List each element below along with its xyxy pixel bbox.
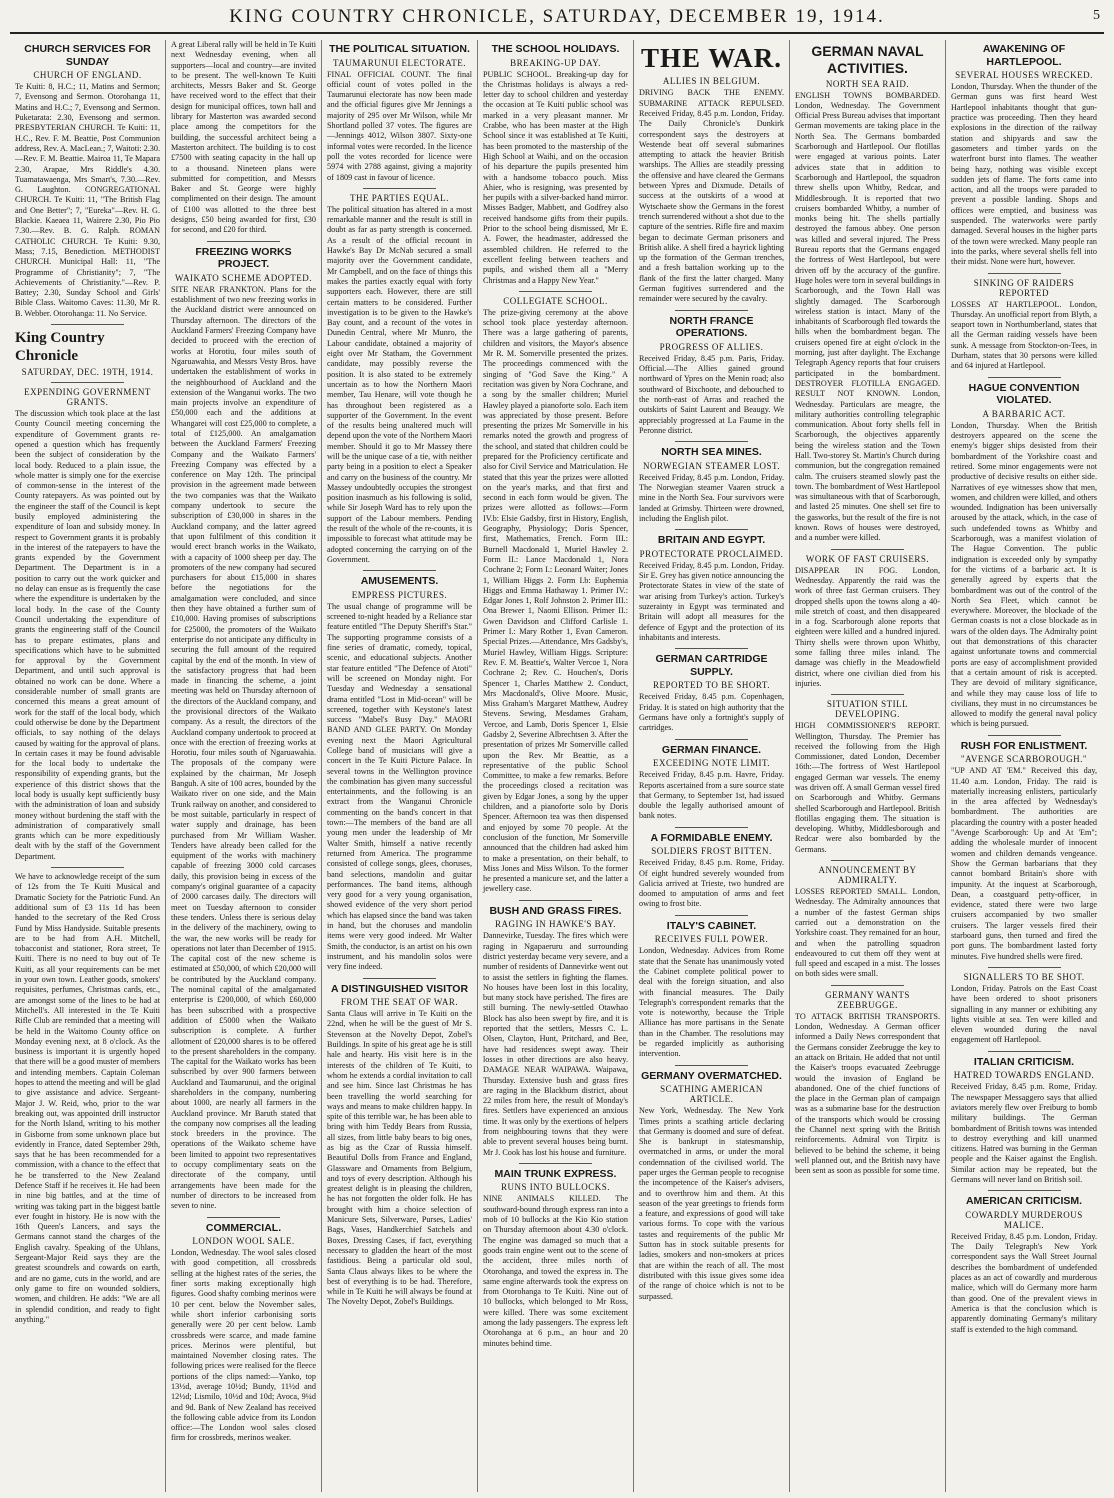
article [795,554,940,690]
article-separator [363,978,436,979]
column-3 [322,40,478,1492]
article-subheading: RECEIVES FULL POWER. [654,934,769,945]
article-headline: NORTH FRANCE OPERATIONS. [669,314,754,340]
article-separator [675,915,748,916]
article-subheading: COWARDLY MURDEROUS MALICE. [965,1209,1083,1230]
article-body: London, Friday. Patrols on the East Coast have been ordered to shoot prisoners signalling in any manner or exhibiting any lights visible at sea. Ten were killed and eleven wounded during the naval engagement off Hartlepool. [951,983,1097,1045]
article-body: London, Wednesday. The wool sales closed with good competition, all crossbreds selling at the highest rates of the series, the finer sorts making exceptionally high figures. Good shafty combing merinos were 10 per cent. below the November sales, while short inferior carbonising sorts generally were 20 per cent below. Lamb crossbreds were scarce, and made famine prices. Merinos were plentiful, but maintained November closing rates. The following prices were realised for the fleece portions of the clips named:—Yanko, top 13½d, average 10½d; Bundy, 11½d and 12½d; Lismilo, 10½d and 10d; Avoca, 9¼d and 9d. Bank of New Zealand has received the following cable advice from its London office:—The London wool sales closed firm for crossbreds, merinos weaker. [171,1248,316,1443]
article-headline: AMUSEMENTS. [360,575,439,588]
article [639,315,784,437]
article [639,446,784,524]
article-separator [207,241,280,242]
article-headline: ITALY'S CABINET. [666,919,757,932]
article-subheading: ALLIES IN BELGIUM. [662,76,761,87]
article-headline: GERMAN CARTRIDGE SUPPLY. [655,653,768,678]
article [483,296,628,895]
article-body: London, Thursday. When the British destroyers appeared on the scene the enemy's bigger ships desisted from their bombardment of the Yorkshire coast and retired. Some minor engagements were not productive of decisive results on either side. Narratives of eye witnesses show that men, women, and children were killed, and others wounded. Indignation has been universally aroused by the attack, which, in the case of such undefended towns as Whitby and Scarborough, was a manifest violation of The Hague Convention. The public indignation is exceeded only by sympathy for the victims of a barbaric act. It is generally agreed by experts that the bombardment was out of the control of the North Sea Fleet, which cannot be everywhere. Moreover, the blockade of the German coasts is not a close blockade as in wars of the olden days. The Admiralty point out that demonstrations of this character against unfortunate towns and commercial ports are easy of accomplishment provided that a certain amount of risk is accepted. They are devoid of military significance, and while they may cause loss of life to civilians, they must in no circumstances be allowed to modify the general naval policy which is being pursued. [951,420,1097,729]
article-separator [831,694,904,695]
article-subheading: ANNOUNCEMENT BY ADMIRALTY. [818,865,917,886]
columns-container [10,40,1106,1492]
article-subheading: COLLEGIATE SCHOOL. [503,295,608,306]
article-headline: MAIN TRUNK EXPRESS. [494,1167,617,1180]
article-separator [988,377,1061,378]
article-body: TO ATTACK BRITISH TRANSPORTS. London, Wednesday. A German officer informed a Daily News correspondent that the Germans consider Zeebrugge the key to an attack on Britain. He added that not until the Kaiser's troops evacuated Zeebrugge would the invasion of England be abandoned. One of the chief functions of the place in the German plan of campaign was as a submarine base for the destruction of the transports which would be crossing the Channel next spring with the British reinforcements. Admiral von Tirpitz is believed to be behind the scheme, it being well planned out, and the British navy have been sent as soon as possible for some time. [795,1011,940,1176]
article-separator [363,188,436,189]
article-headline: ITALIAN CRITICISM. [973,1055,1075,1068]
article-body: We have to acknowledge receipt of the sum of 12s from the Te Kuiti Musical and Dramatic Society for the Patriotic Fund. An additional sum of £3 11s 1d has been handed to the secretary of the Red Cross Fund by Miss Handyside. Suitable presents are to be had from A.H. Mitchell, tobacconist and stationer, Rora street, Te Kuiti. There is no need to buy out of Te Kuiti, as all your requirements can be met in your own town. Leather goods, smokers' requisites, perfumes, Christmas cards, etc., are amongst some of the lines to be had at Mitchell's. All interested in the Te Kuiti Rifle Club are reminded that a meeting will be held in the Waitomo County office on Monday evening next, at 8 o'clock. As the business is important it is urgently hoped that there will be a good muster of members and intending members. Captain Coleman hopes to attend the meeting and will be glad to give assistance and advice. Sergeant-Major J. W. Reid, who, prior to the war breaking out, was appointed drill instructor for the North Island, writing to his mother in Gisborne from some unknown place but evidently in France, dated September 29th, says that he has been recommended for a commission, with a chance to the effect that he be transferred to the New Zealand Defence Staff if he receives it. He had been in nine big battles, and at the time of writing was taking part in the biggest battle ever fought in history. He is now with the 16th Queen's Lancers, and says the Germans cannot stand the charges of the English cavalry. Speaking of the Uhlans, Sergeant-Major Reid says they are the greatest scoundrels and cowards on earth, and are no game, cuts in the world, and are only game to fire on wounded soldiers, women, and children. He adds: "We are all in splendid condition, and ready to fight anything." [15,872,160,1324]
page-number: 5 [1093,8,1100,23]
article-subheading: EMPRESS PICTURES. [351,589,448,600]
article [327,575,472,972]
article [639,534,784,643]
article-subheading: A BARBARIC ACT. [982,408,1066,419]
article-subheading: TAUMARUNUI ELECTORATE. [332,57,467,68]
article-headline: GERMANY OVERMATCHED. [641,1069,782,1082]
article [483,1168,628,1349]
article-separator [675,1065,748,1066]
article-body: NINE ANIMALS KILLED. The southward-bound through express ran into a mob of 10 bullocks at the Kio Kio station on Thursday afternoon about 4.30 o'clock. The engine was damaged so much that a goods train engine went out to the scene of the accident, three miles north of Otorohanga, and towed the express in. The same engine afterwards took the express on from Otorohanga to Te Kuiti. Nine out of 10 bullocks, which belonged to Mr Ross, were killed. There was some excitement among the lady passengers. The express left Otorohanga at 6 p.m., an hour and 20 minutes behind time. [483,1194,628,1348]
article-headline: COMMERCIAL. [205,1221,282,1234]
article-headline: GERMAN NAVAL ACTIVITIES. [811,43,924,76]
article [951,972,1097,1046]
article-subheading: HATRED TOWARDS ENGLAND. [953,1070,1095,1081]
article-headline: BUSH AND GRASS FIRES. [489,904,622,917]
article [639,653,784,733]
article-headline: AMERICAN CRITICISM. [965,1195,1083,1208]
article-body: SITE NEAR FRANKTON. Plans for the establishment of two new freezing works in the Auckland district were announced on Thursday afternoon. The directors of the Auckland Farmers' Freezing Company have decided to proceed with the erection of works at Horotiu, four miles south of Ngaruawahia, and Messrs Vesty Bros. have undertaken the establishment of works in the neighbourhood of Auckland and the extension of the Wanganui works. The two main projects involve an expenditure of £50,000 each and the additions at Whangarei will cost £25,000 to complete, a total of £125,000. An amalgamation between the Auckland Farmers' Freezing Company and the Waikato Farmers' Freezing Company was effected by a conference on May 12th. The principal provision in the agreement made between the two companies was that the Waikato company undertook to secure the subscription of £30,000 in shares in the Auckland company, and the latter agreed that upon fulfilment of this condition it would erect branch works in the Waikato, with a capacity of 1000 sheep per day. The promoters of the new company had secured purchasers for about £15,000 in shares before the negotiations for the amalgamation were concluded, and since then they have obtained a further sum of £10,000. Having promises of subscriptions for £25000, the promoters of the Waikato enterprise do not anticipate any difficulty in securing the full amount of the required capital by the end of the month. In view of the satisfactory progress that had been made in financing the scheme, a joint meeting was held on Thursday afternoon of the directors of the Auckland company, and the provisional directors of the Waikato company. As a result, the directors of the Auckland company undertook to proceed at once with the erection of freezing works at Horotiu, four miles south of Ngaruawahia. The proposals of the company were explained by the chairman, Mr Joseph Banguh. A site of 100 acres, bounded by the Waikato river on one side, and the Main Trunk railway on another, and considered to be most suitable, particularly in respect of water supply and drainage, has been purchased from Mr William Washer. Tenders have already been called for the equipment of the works with machinery capable of freezing 3000 cold carcases daily, this provision being in excess of the company's original guarantee of a capacity of 2000 carcases daily. The directors will meet on Tuesday afternoon to consider these tenders. Unless there is serious delay in the delivery of the machinery, owing to the war, the new works will be ready for operations not later than December of 1915. The capital cost of the new scheme is estimated at £50,000, of which £20,000 will be contributed by the Auckland company. The nominal capital of the amalgamated enterprise is £200,000, of which £60,000 has been subscribed with a prospective addition of £5000 when the Waikato subscription is complete. A further allotment of £20,000 shares is to be offered to the present shareholders in the company. The capital for the Waikato works has been subscribed by over 900 farmers between Auckland and Taumarunui, and the original shareholders in the company, numbering about 1000, are nearly all farmers in the Auckland province. Mr Baruth stated that the company now comprises all the leading stock breeders in the province. The operations of the Waikato scheme have been limited to appoint two representatives to occupy complimentary seats on the directorate of the company, until arrangements have been made for the number of directors to be increased from seven to nine. [171,284,316,1211]
article [795,699,940,855]
article [483,905,628,1158]
article [171,40,316,236]
article-body: LOSSES AT HARTLEPOOL. London, Thursday. An unofficial report from Blyth, a seaport town in Northumberland, states that all the German raiding vessels have been sunk. A message from Stockton-on-Tees, in Durham, states that 30 persons were killed and 64 injured at Hartlepool. [951,299,1097,371]
article [15,387,160,862]
article-headline: A DISTINGUISHED VISITOR [330,982,469,995]
article-subheading: GERMANY WANTS ZEEBRUGGE. [825,989,910,1010]
article-subheading: WAIKATO SCHEME ADOPTED. [174,272,313,283]
article-body: A great Liberal rally will be held in Te Kuiti next Wednesday evening, when all supporters—local and country—are invited to be present. The well-known Te Kuiti architects, Messrs Baker and St. George have received word to the effect that their design for municipal offices, town hall and library for Masterton was awarded second place among the competitors for the building, the successful architect being a Masterton architect. The building is to cost £7500 with seating capacity in the hall up to a thousand. Nineteen plans were submitted for competition, and Messrs Baker and St. George were highly complimented on their design. The amount of £100 was allotted to the three best designs, £50 being awarded for first, £30 for second, and £20 for third. [171,40,316,235]
article-body: Received Friday, 8.45 p.m. London, Friday. The Norwegian steamer Vaaren struck a mine in the North Sea. Four survivors were landed at Grimsby. Thirteen were drowned, including the English pilot. [639,472,784,523]
article [795,43,940,544]
article-separator [988,1190,1061,1191]
article-body: Received Friday, 8.45 p.m. Havre, Friday. Reports ascertained from a sure source state that Germany, to September 1st, had issued double the legally authorised amount of bank notes. [639,770,784,821]
article [951,1195,1097,1335]
article-headline: RUSH FOR ENLISTMENT. [960,739,1088,752]
article-subheading: BREAKING-UP DAY. [510,57,601,68]
article [951,1056,1097,1186]
article-subheading: PROTECTORATE PROCLAIMED. [639,548,784,559]
article-separator [675,739,748,740]
article-subheading: RUNS INTO BULLOCKS. [500,1182,611,1193]
article-separator [519,291,592,292]
article-body: Received Friday, 8.45 p.m. Rome, Friday. The newspaper Messaggero says that allied aviators merely flew over Freiburg to bomb military buildings. The German bombardment of British towns was intended to destroy everything and kill unarmed citizens. Hatred was burning in the German people and the Kaiser against the English. Similar action may be repeated, but the Germans will never land on British soil. [951,1082,1097,1184]
article-subheading: RAGING IN HAWKE'S BAY. [495,919,616,930]
header-rule [10,32,1104,34]
article [951,382,1097,730]
article-body: Received Friday, 8.45 p.m. London, Friday. The Daily Telegraph's New York correspondent says the Wall Street Journal describes the bombardment of undefended places as an act of cowardly and murderous malice, which will do Germany more harm than good. One of the prevalent views in America is that the conclusion which is apparently dominating Germany's military staff is extended to the high command. [951,1231,1097,1334]
article-body: London, Wednesday. Advices from Rome state that the Senate has unanimously voted the Cabinet complete political power to deal with the foreign situation, and also with financial measures. The Daily Telegraph's correspondent remarks that the vote is noteworthy, because the Triple Alliance has more partisans in the Senate than in the Chamber. The resolutions may be regarded implicitly as authorising intervention. [639,946,784,1059]
article-separator [988,735,1061,736]
article-subheading: NORWEGIAN STEAMER LOST. [642,460,781,471]
column-6 [790,40,946,1492]
article-body: Received Friday, 8.45 p.m. Copenhagen, Friday. It is stated on high authority that the Germans have only a fortnight's supply of cartridges. [639,692,784,733]
article-body: London, Thursday. When the thunder of the German guns was first heard West Hartlepool inhabitants thought that gun-practice was proceeding. Then they heard explosions in the direction of the railway station and shipyards and saw the gasometers and timber yards on the waterfront burst into flames. The weather being hazy, nothing was visible except sudden jets of flame. The forts came into action, and all the troops were paraded to prevent a possible landing. Shops and offices were emptied, and business was suspended. The waterworks were partly damaged. Several houses in the higher parts of the town were wrecked. Many people ran into the parks, where several shells fell into their midst. None were hurt, however. [951,82,1097,267]
article-subheading: NORTH SEA RAID. [825,78,910,89]
article [327,43,472,183]
article-separator [988,1051,1061,1052]
article-subheading: SEVERAL HOUSES WRECKED. [955,70,1093,81]
article-body: FINAL OFFICIAL COUNT. The final official count of votes polled in the Taumarunui electorate has now been made and the official figures give Mr Jennings a majority of 295 over Mr Wilson, while Mr Shortland polled 37 votes. The figures are—Jennings 4012, Wilson 3807. Sixty-one informal votes were recorded. In the licence poll the votes recorded for licence were 5974 with 2788 against, giving a majority of 1809 cast in favour of licence. [327,69,472,182]
article [327,983,472,1308]
article [171,1222,316,1444]
article-headline: CHURCH SERVICES FOR SUNDAY [24,43,151,68]
article [795,865,940,980]
article-headline: THE WAR. [640,43,783,73]
article [951,278,1097,372]
newspaper-title: KING COUNTRY CHRONICLE, SATURDAY, DECEMBER 19, 1914. [229,6,885,27]
article-headline: THE POLITICAL SITUATION. [329,43,470,55]
article-separator [831,549,904,550]
article-separator [831,860,904,861]
article [15,329,160,377]
article [639,42,784,305]
article [327,193,472,565]
article-body: Te Kuiti: 8, H.C.; 11, Matins and Sermon; 7, Evensong and Sermon. Otorohanga 11, Matins and H.C.; 7, Evensong and Sermon. Puketarata: 2.30, Evensong and sermon. PRESBYTERIAN CHURCH. Te Kuiti: 11, H.C., Rev. F. M. Beattie, Post Communion address, Rev. A. MacLean.; 7, Waitoti: 2.30.—Rev. F. M. Beattie. Mairoa 11, Te Mapara 2.30, Arapae, Mrs Riddle's 4.30. Tuamatawaenga, Mrs Smart's, 7.30.—Rev. G. Laughton. CONGREGATIONAL CHURCH. Te Kuiti: 11, "The British Flag and One Better"; 7, "Eureka"—Rev. H. G. Blackie. Kaeaea 11, Wairere 2.30, Pio Pio 7.30.—Rev. B. G. Ralph. ROMAN CATHOLIC CHURCH. Te Kuiti: 9.30, Mass; 7.15, Benediction. METHODIST CHURCH. Municipal Hall: 11, "The Programme of Christianity"; 7, "The Achievements of Christianity."—Rev. P. Battey; 2.30, Sunday School and Girls' Bible Class. Waitomo Caves: 11.30, Mr R. B. Webber. Otorohanga: 11. No Service. [15,82,160,318]
article-subheading: PROGRESS OF ALLIES. [659,341,764,352]
article-headline: BRITAIN AND EGYPT. [657,534,766,547]
article-body: The discussion which took place at the last County Council meeting concerning the expenditure of Government grants re-opened a question which has frequently been the subject of consideration by the local body. Reduced to a plain issue, the whole matter is simply one for the exercise of common-sense in the interest of the County ratepayers. As was pointed out by the engineer the staff of the Council is kept busily employed administering the expenditure of loan and subsidy money. In respect to Government grants it is probably in the interest of the ratepayers to have the grants expended by the Government Department. The Department is in a position to carry out the work quicker and no delay can ensue as is frequently the case where the expenditure is undertaken by the local body. In the case of the County Council undertaking the expenditure of grants the engineering staff of the Council has to prepare estimates, plans and specifications which have to be submitted for approval by the Government Department, and until such approval is obtained no work can be done. Where a considerable number of small grants are concerned this means a great amount of work for the staff of the local body, which could otherwise be done by the Department officials, to say nothing of the delays caused by waiting for the approval of plans. In certain cases it may be found advisable for the local body to undertake the responsibility of expending grants, but the experience of this district shows that the local body is usually kept sufficiently busy with the administration of loan and subsidy money without burdening the staff with the administration of comparatively small grants which can be more expeditiously dealt with by the staff of the Government Department. [15,409,160,861]
article-body: LOSSES REPORTED SMALL. London, Wednesday. The Admiralty announces that a number of the fastest German ships carried out a demonstration on the Yorkshire coast. They remained for an hour, and when the patrolling squadron endeavoured to cut them off they went at full speed and escaped in a mist. The losses on both sides were small. [795,887,940,979]
article-subheading: EXPENDING GOVERNMENT GRANTS. [24,387,151,408]
article-separator [675,529,748,530]
article-body: The prize-giving ceremony at the above school took place yesterday afternoon. There was a large gathering of parents, children and visitors, the Mayor's absence Mr R. M. Somerville presented the prizes. The proceedings commenced with the singing of "God Save the King." A recitation was given by Nora Cochrane, and a song by the smaller children; Muriel Hawley played a pianoforte solo. Each item was appreciated by those present. Before presenting the prizes Mr Somerville in his remarks noted the growth and progress of the school, and stated that children could be prepared for the Proficiency certificate and also for Civil Service and Matriculation. He stated that this year the prizes were allotted on the year's marks, and that first and second in each form would be given. The prizes were allotted as follows:—Form IV.b: Elsie Gadsby, first in History, English, Geography, Physiology; Doris Spencer, first, Mathematics, French. Form III.: Burnell Macdonald 1, Muriel Hawley 2. Form II.: Lance Macdonald 1, Nora Cochrane 2; Form I.: Leonard Waiter; Jones 1, William Higgs 2. Form I.b: Euphemia Higgs and Emma Hathaway 1. Primer IV.: Edgar Jones 1, Rolf Johnston 2. Primer III.: Ona Brewer 1, Naomi Ellison. Primer II.: Gwen Davidson and Clifford Carlisle 1. Primer I.: Mary Rother 1, Evan Cameron. Special Prizes.—Attendance, Mrs Gadsby's, Muriel Hawley, William Higgs. Scripture: Rev. F. M. Beattie's, Walter Vercoe 1, Nora Cochrane 2; Rev. C. Houchen's, Doris Spencer 1, Charles Matthew 2. Conduct, Mrs Macdonald's, Olive Moore. Music, Miss Graham's Margaret Matthew, Audrey Stevens. Sewing, Mesdames Graham, Vercoe, and Lamb, Doris Spencer 1, Elsie Gadsby 2, Severine Albrechtsen 3. After the presentation of prizes Mr Somerville called upon the Rev. Mr Beattie, as a representative of the public School Committee, to make a few remarks. Before the proceedings closed a recitation was given by Edgar Jones, a song by the upper children, and a pianoforte solo by Doris Spencer. Afternoon tea was then dispensed and enjoyed by some 70 people. At the conclusion of the function, Mr Somerville announced that the children had asked him to make a presentation, on their behalf, to Miss Jones and Miss Wilson. To the former he presented a manicure set, and the latter a jewellery case. [483,307,628,894]
article-subheading: EXCEEDING NOTE LIMIT. [652,758,771,769]
article [795,990,940,1177]
article-body: "UP AND AT 'EM." Received this day, 11.40 a.m. London, Friday. The raid is materially increasing enlisters, particularly in the area affected by Wednesday's bombardment. The authorities are placarding the country with a poster headed "Avenge Scarborough: Up and At 'Em"; adding the wholesale murder of innocent women and children demands vengeance. Show the German barbarians that they cannot bombard Britain's shore with impunity. At the inquest at Scarborough, Dean, a coastguard petty-officer, in evidence, stated there were two large cruisers accompanied by two smaller cruisers. The larger vessels fired their starboard guns, then turned and fired the port guns. The bombardment lasted forty minutes. Five hundred shells were fired. [951,766,1097,961]
article-body: Received Friday, 8.45 p.m. London, Friday. Sir E. Grey has given notice announcing the Protectorate States in view of the state of war arising from Turkey's action. Turkey's suzerainty in Egypt was terminated and Britain will adopt all measures for the defence of Egypt and the protection of its inhabitants and interests. [639,560,784,642]
article-subheading: SIGNALLERS TO BE SHOT. [963,971,1085,982]
article-body: HIGH COMMISSIONER'S REPORT. Wellington, Thursday. The Premier has received the following from the High Commissioner, dated London, December 16th:—The fortress of West Hartlepool engaged German war vessels. The enemy was driven off. A small German vessel fired on Scarborough and Whitby. Germans shelled Scarborough and Hartlepool. British flotillas engaging them. The situation is developing. Whitby, Middlesborough and Redcar were also bombarded by the Germans. [795,721,940,854]
article-separator [51,382,124,383]
article-subheading: "AVENGE SCARBOROUGH." [960,754,1088,765]
article-headline: FREEZING WORKS PROJECT. [195,245,292,271]
article-separator [519,900,592,901]
article-headline: THE SCHOOL HOLIDAYS. [491,43,620,55]
article-body: ENGLISH TOWNS BOMBARDED. London, Wednesday. The Government Official Press Bureau advises that important German movements are taking place in the North Sea. The Germans bombarded Scarborough and Hartlepool. Our flotillas were engaged at various points. Later advices state that in addition to Scarborough and Hartlepool, the squadron threw shells upon Whitby, Redcar, and Middlesbrough. It is reported that two cruisers bombarded Whitby, a number of monks being hit. The shells partially destroyed the famous abbey. One person was killed and several injured. The Press Bureau reports that the Germans engaged the fortress of West Hartlepool, but were driven off by the accuracy of the gunfire. Huge holes were torn in several buildings in Scarborough, and the Town Hall was slightly damaged. The Scarborough wireless station is intact. Many of the inhabitants of Scarborough fled towards the hills when the bombardment began. The cruisers opened fire at eight o'clock in the morning, just after daylight. The Exchange Telegraph Agency reports that four cruisers participated in the bombardment. DESTROYER FLOTILLA ENGAGED. RESULT NOT KNOWN. London, Wednesday. Particulars are meagre, the military authorities controlling telegraphic communication. About forty shells fell in Scarborough, the objectives apparently being the wireless station and the Town Hall. Two-storey St. Martin's Church during communion, but the congregation remained calm. The cruisers steamed slowly past the town. The bombardment of West Hartlepool was simultaneous with that of Scarborough, and lasted 25 minutes. One shell set fire to the gasworks, but the result of the fire is not known. Rows of houses were destroyed, and a number were killed. [795,90,940,543]
article-separator [988,967,1061,968]
article [951,43,1097,268]
article-headline: King Country Chronicle [15,330,105,365]
article-separator [363,570,436,571]
article [171,246,316,1212]
article-headline: HAGUE CONVENTION VIOLATED. [968,381,1080,407]
article-separator [675,648,748,649]
article-separator [675,310,748,311]
article-subheading: WORK OF FAST CRUISERS. [805,553,930,564]
page-header [0,4,1114,34]
column-4 [478,40,634,1492]
article [483,43,628,286]
article-separator [675,441,748,442]
article-separator [51,324,124,325]
article-headline: GERMAN FINANCE. [661,743,762,756]
article-body: Dannevirke, Tuesday. The fires which were raging in Ngapaeruru and surrounding district yesterday became very severe, and a number of residents of Dannevirke went out to assist the settlers in fighting the flames. No houses have been lost in this locality, but many stock have perished. The fires are still burning. The newly-settled Otawhao Block has also been swept by fire, and it is reported that the settlers, Messrs C. L. Olsen, Clayton, Hunt, Pritchard, and Bee, have had residences swept away. Their losses in other directions are also heavy. DAMAGE NEAR WAIPAWA. Waipawa, Thursday. Extensive bush and grass fires are raging in the Blackburn district, about 22 miles from here, the result of Monday's fires. Settlers have experienced an anxious time. It was only by the exertions of helpers from neighbouring towns that they were able to prevent several houses being burnt. Mr J. Cook has lost his house and furniture. [483,931,628,1157]
article-subheading: FROM THE SEAT OF WAR. [340,997,459,1008]
article-separator [207,1217,280,1218]
article [15,43,160,319]
article-subheading: THE PARTIES EQUAL. [350,192,449,203]
article [15,872,160,1325]
column-7 [946,40,1102,1492]
article-subheading: SINKING OF RAIDERS REPORTED [973,277,1075,298]
article-separator [831,985,904,986]
article-separator [988,273,1061,274]
article-subheading: SOLDIERS FROST BITTEN. [651,846,772,857]
column-1 [10,40,166,1492]
article-body: Santa Claus will arrive in Te Kuiti on the 22nd, when he will be the guest of Mr S. Stevenson at the Novelty Depot, Zobel's Buildings. In spite of his great age he is still hale and hearty. His visit here is in the interests of the children of Te Kuiti, to whom he extends a cordial invitation to call and see him. Since last Christmas he has been travelling the world searching for ways and means to make children happy. In spite of this terrible war, he has been able to bring with him Teddy Bears from Russia, all sizes, from little baby bears to big ones, as big as the Czar of Russia himself. Beautiful Dolls from France and England, Glassware and Ornaments from Belgium, and toys of every description. Although his greatest delight is in pleasing the children, he has not forgotten the older folk. He has brought with him a choice selection of Manicure Sets, Silverware, Purses, Ladies' Bags, Vases, Handkerchief Satchels and Boxes, Dressing Cases, if fact, everything necessary to gladden the heart of the most fastidious. Being a particular old soul, Santa Claus always likes to be where the best of everything is to be had. Therefore, while in Te Kuiti he will always be found at The Novelty Depot, Zobel's Buildings. [327,1009,472,1307]
article-body: The political situation has altered in a most remarkable manner and the result is still in doubt as far as party strength is concerned. As a result of the official recount in Hawke's Bay Dr McNab secured a small majority over the Government candidate, Mr Campbell, and on the face of things this makes the parties exactly equal with forty supporters each. However, there are still certain matters to be considered. Further investigation is to be given to the Hawke's Bay count, and a recount of the votes in Dunedin Central, where Mr Munro, the Labour candidate, obtained a majority of eight over Mr Statham, the Government candidate, may possibly reverse the position. It is also stated to be extremely uncertain as to how the Northern Maori member, Tau Henare, will vote though he has throughout been registered as a supporter of the Government. In the event of the results being unaltered much will depend upon the vote of the Northern Maori member. Should it go to Mr Massey there will be the unique case of a tie, with neither party being in a position to elect a Speaker and carry on the business of the country. Mr Massey undoubtedly occupies the strongest position inasmuch as his following is solid, while Sir Joseph Ward has to rely upon the support of the Labour members. Pending the result of the whole of the re-counts, it is impossible to forecast what attitude may be adopted concerning the carrying on of the Government. [327,204,472,564]
article-headline: NORTH SEA MINES. [661,446,762,459]
article-subheading: SITUATION STILL DEVELOPING. [826,699,909,720]
article-subheading: SATURDAY, DEC. 19TH, 1914. [21,367,154,378]
article-body: DRIVING BACK THE ENEMY. SUBMARINE ATTACK REPULSED. Received Friday, 8.45 p.m. London, Friday. The Daily Chronicle's Dunkirk correspondent says the destroyers at Westende beat off several submarines attempting to attack the heavier British warships. The Allies are steadily pressing the offensive and have cleared the Germans between Ypres and Dixmude. Details of success at the outskirts of a wood at Wytschaete show the Germans in the forest trench surrendered without a shot due to the capture of the sentries. Rifle fire and maxim began to decimate German prisoners and British alike. A shell fired a hayrick lighting up the formation of the German trenches, and a fresh battalion working up to the flank of the first the latter charged. Many German fugitives surrendered and the remainder were secured by the cavalry. [639,88,784,304]
article-subheading: SCATHING AMERICAN ARTICLE. [660,1084,763,1105]
article-separator [51,867,124,868]
article-body: The usual change of programme will be screened to-night headed by a Reliance star feature entitled "The Deputy Sheriff's Star." The supporting programme consists of a fine series of dramatic, comedy, topical, scenic, and educational subjects. Another star feature entitled "The Defence of Atoti" will be screened on Monday night. For Tuesday and Wednesday a sensational drama entitled "Lost in Mid-ocean" will be screened, together with Keystone's latest success "Mabel's Busy Day." MAORI BAND AND GLEE PARTY. On Monday evening next the Maori Agricultural College band of musicians will give a concert in the Te Kuiti Picture Palace. In several towns in the Wellington province the combination has given many successful entertainments, and the following is an extract from the Wanganui Chronicle commenting on the band's concert in that town:—The members of the band are all young men under the leadership of Mr Walter Smith, himself a native recently returned from America. The programme consisted of college songs, glees, choruses, band selections, mandolin and guitar performances. The band items, although very good for a very young organisation, showed evidence of the very short period which has elapsed since the band was taken in hand, but the choruses and mandolin items were very good indeed. Mr Walter Smith, the conductor, is an artist on his own instrument, and his mandolin solos were very fine indeed. [327,601,472,972]
article-body: DISAPPEAR IN FOG. London, Wednesday. Apparently the raid was the work of three fast German cruisers. They dropped shells upon the towns along a 40-mile stretch of coast, and then disappeared in a fog. Scarborough alone reports that eighteen were killed and a hundred injured. Thirty shells were thrown upon Whitby, some falling three miles inland. The damage was chiefly in the Meadowfield district, where one civilian died from his injuries. [795,565,940,688]
article-subheading: LONDON WOOL SALE. [192,1236,295,1247]
article-headline: AWAKENING OF HARTLEPOOL. [982,43,1066,68]
article [639,920,784,1060]
article-headline: A FORMIDABLE ENEMY. [650,831,773,844]
article-body: Received Friday, 8.45 p.m. Rome, Friday. Of eight hundred severely wounded from Galicia arrived at Trieste, two hundred are doomed to amputation of arms and feet owing to frost bite. [639,858,784,909]
article-separator [519,1163,592,1164]
article [639,832,784,910]
article-separator [675,827,748,828]
column-2 [166,40,322,1492]
column-5 [634,40,790,1492]
article-body: Received Friday, 8.45 p.m. Paris, Friday. Official.—The Allies gained ground northward of Ypres on the Menin road; also southward of Bixchoote, and debouched to the north-east of Arras and reached the outskirts of Saint Laurent and Beaugy. We appreciably progressed at La Faume in the Peronne district. [639,353,784,435]
article-body: New York, Wednesday. The New York Times prints a scathing article declaring that Germany is doomed and sure of defeat. She is bankrupt in statesmanship, overmatched in arms, or under the moral condemnation of the civilised world. The paper urges the German people to recognise the incompetence of the Kaiser's advisers, and to overthrow him and them. At this season of the year greetings to friends form a feature, and expressions of good will take various forms. To cope with the various tastes and requirements of the public Mr Sutton has in stock suitable presents for ladies, smokers and non-smokers at prices that are within the reach of all. The most distributed with this issue gives some idea of the range of choice which is not to be surpassed. [639,1106,784,1301]
article-subheading: CHURCH OF ENGLAND. [33,70,142,81]
article [639,744,784,822]
article-subheading: REPORTED TO BE SHORT. [653,680,770,691]
article [639,1070,784,1302]
article-body: PUBLIC SCHOOL. Breaking-up day for the Christmas holidays is always a red-letter day to school children and yesterday the occasion at Te Kuiti public school was marked in a very pleasant manner. Mr Crabbe, who has been master at the High School since it was established at Te Kuiti, has been promoted to the mastership of the High School at Waihi, and on the occasion of his departure the pupils presented him with a handsome tobacco pouch. Miss Ahier, who is resigning, was presented by her pupils with a silver-backed hand mirror. Misses Badger, Mabbett, and Godfrey also received handsome gifts from their pupils. Prior to the school being dismissed, Mr E. A. Fower, the headmaster, addressed the assembled children. He referred to the excellent feeling between teachers and pupils, and wished them all a "Merry Christmas and a Happy New Year." [483,69,628,285]
article [951,740,1097,962]
